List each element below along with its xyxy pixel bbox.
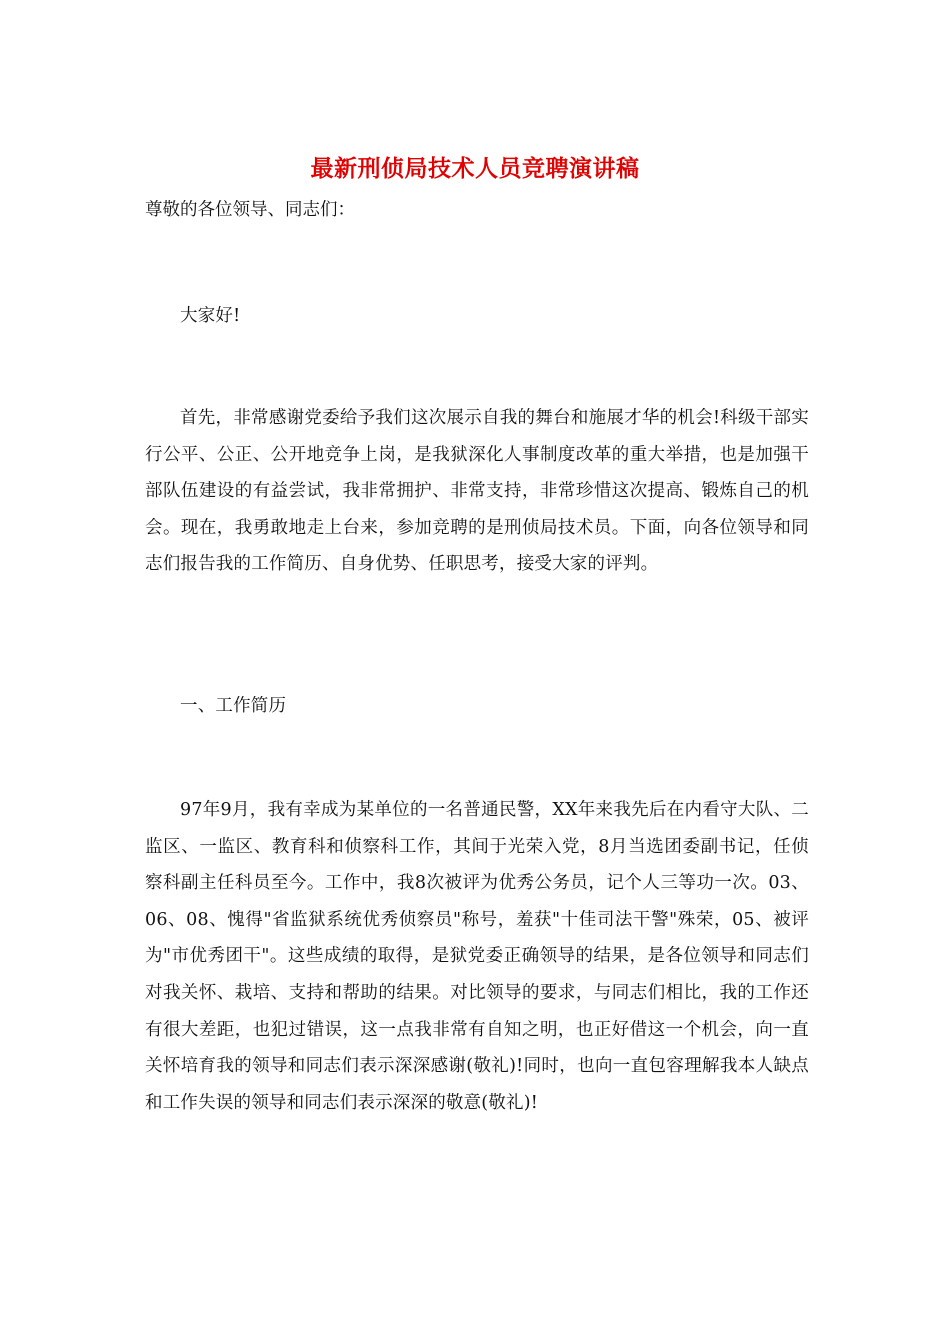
intro-paragraph: 首先，非常感谢党委给予我们这次展示自我的舞台和施展才华的机会!科级干部实行公平、公正、公开地竞争上岗，是我狱深化人事制度改革的重大举措，也是加强干部队伍建设的有益尝试，我非常拥护、非常支持，非常珍惜这次提高、锻炼自己的机会。现在，我勇敢地走上台来，参加竞聘的是刑侦局技术员。下面，向各位领导和同志们报告我的工作简历、自身优势、任职思考，接受大家的评判。	[145, 408, 809, 575]
section-heading-work-history: 一、工作简历	[180, 696, 287, 716]
salutation: 尊敬的各位领导、同志们：	[145, 200, 355, 220]
work-history-paragraph: 97年9月，我有幸成为某单位的一名普通民警，XX年来我先后在内看守大队、二监区、一监区、教育科和侦察科工作，其间于光荣入党，8月当选团委副书记，任侦察科副主任科员至今。工作中，我8次被评为优秀公务员，记个人三等功一次。03、06、08、愧得"省监狱系统优秀侦察员"称号，羞获"十佳司法干警"殊荣，05、被评为"市优秀团干"。这些成绩的取得，是狱党委正确领导的结果，是各位领导和同志们对我关怀、栽培、支持和帮助的结果。对比领导的要求，与同志们相比，我的工作还有很大差距，也犯过错误，这一点我非常有自知之明，也正好借这一个机会，向一直关怀培育我的领导和同志们表示深深感谢(敬礼)!同时，也向一直包容理解我本人缺点和工作失误的领导和同志们表示深深的敬意(敬礼)!	[145, 800, 809, 1113]
greeting-paragraph: 大家好!	[180, 306, 241, 326]
document-title: 最新刑侦局技术人员竞聘演讲稿	[310, 155, 640, 182]
